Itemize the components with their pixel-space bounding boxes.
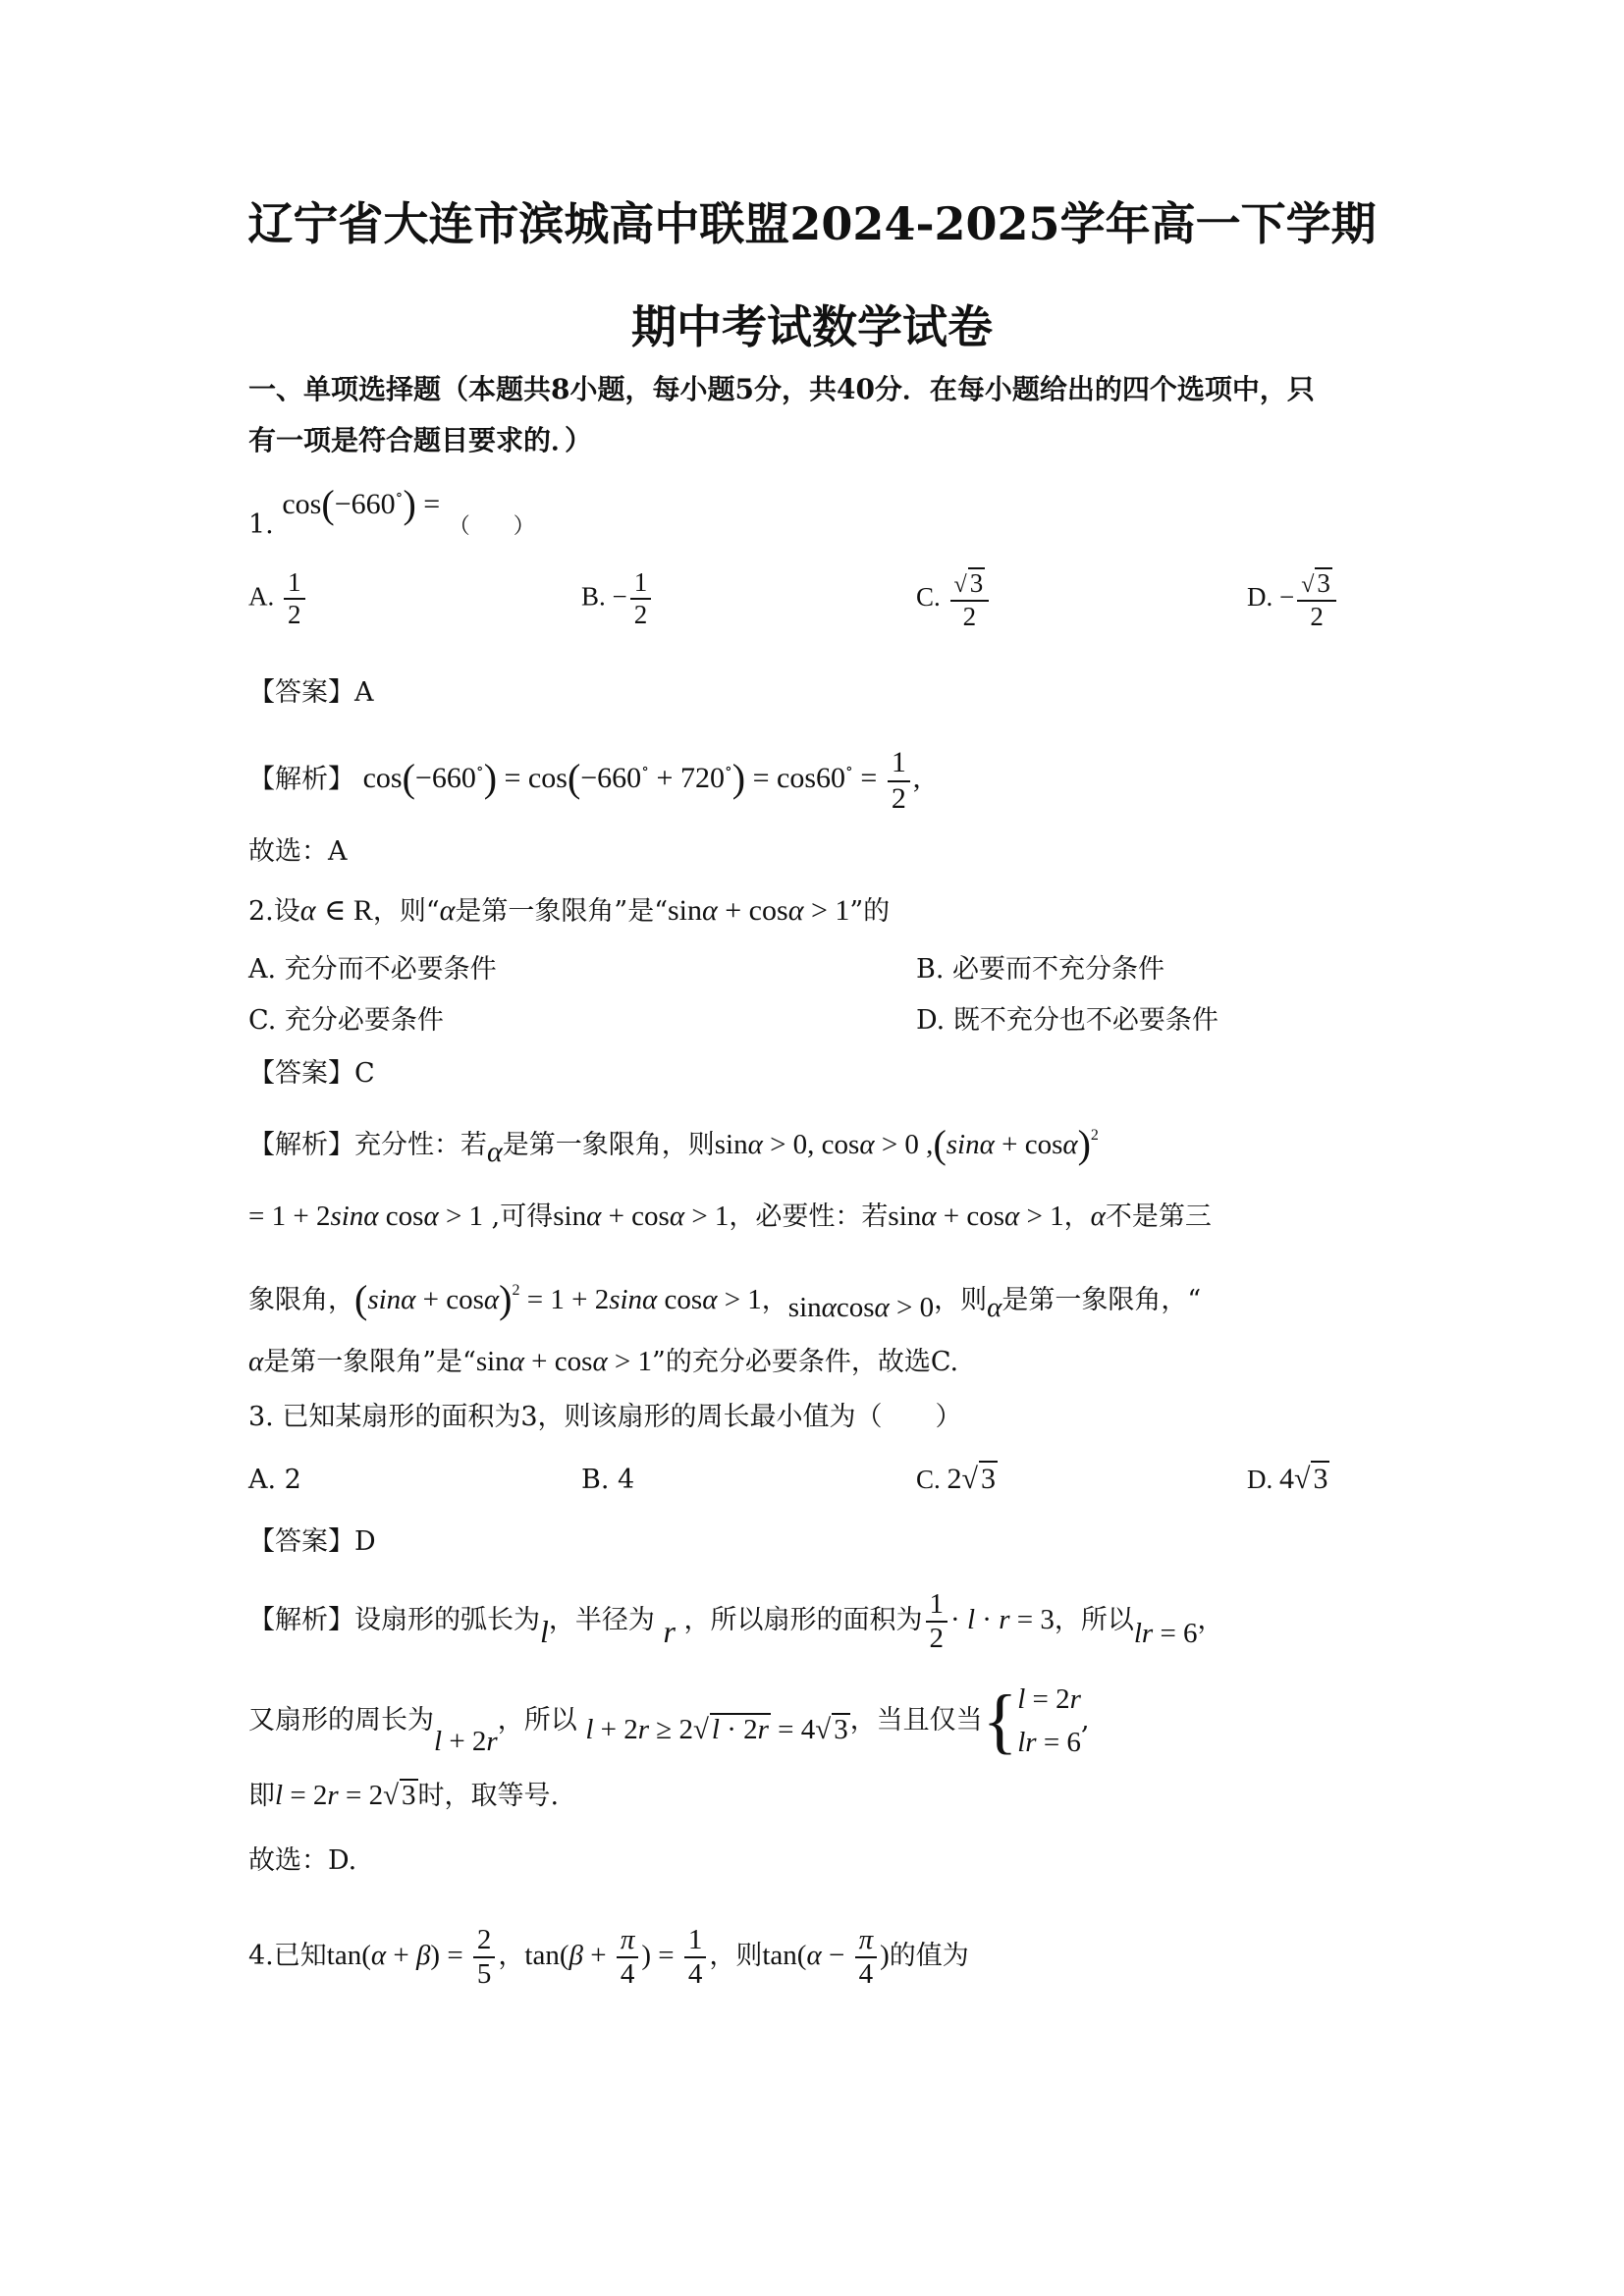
q3-stem: 3. 已知某扇形的面积为3，则该扇形的周长最小值为（ ） <box>248 1402 962 1432</box>
q3-analysis-line-2: 又扇形的周长为l + 2r，所以 l + 2r ≥ 2√ l · 2r = 4√ 3，当且仅当{ l = 2r lr = 6 , <box>248 1681 1090 1762</box>
q3-option-d: D. 4√ 3 <box>1247 1463 1328 1495</box>
q2-option-d: D. 既不充分也不必要条件 <box>916 1005 1218 1036</box>
q1-option-a: A. $\frac{1}{2}$ <box>248 567 308 630</box>
q1-answer: 【答案】A <box>248 677 374 708</box>
q2-option-b: B. 必要而不充分条件 <box>916 954 1165 985</box>
q3-answer: 【答案】D <box>248 1526 376 1557</box>
q3-choose: 故选：D. <box>248 1845 357 1876</box>
q2-option-c: C. 充分必要条件 <box>248 1005 444 1036</box>
q3-analysis-line-1: 【解析】设扇形的弧长为l，半径为 r ，所以扇形的面积为 $\frac{1}{2}$ · l · r = 3，所以lr = 6， <box>248 1588 1224 1655</box>
q3-option-c: C. 2√ 3 <box>916 1463 996 1495</box>
q1-option-b: B. − $\frac{1}{2}$ <box>581 567 654 630</box>
q2-analysis-line-1: 【解析】充分性：若α是第一象限角，则sinα > 0, cosα > 0 $,(\sin\alpha + \cos\alpha)^2$ <box>248 1122 1099 1168</box>
q1-option-c: C. $\frac{√ 3}{2}$ <box>916 567 992 632</box>
q1-choose: 故选：A <box>248 836 348 867</box>
page-title-line-2: 期中考试数学试卷 <box>631 300 993 353</box>
q3-option-a: A. 2 <box>248 1465 301 1495</box>
page-title-line-1: 辽宁省大连市滨城高中联盟2024-2025学年高一下学期 <box>247 197 1377 250</box>
q4-stem: 4.已知tan(α + β) = $\frac{2}{5}$ ，tan(β + $\frac{\pi}{4}$ ) = $\frac{1}{4}$ ，则tan(α − $\frac{\pi}{4}$ )的值为 <box>248 1924 969 1991</box>
q2-answer: 【答案】C <box>248 1058 375 1089</box>
q2-stem: 2.设α ∈ R，则“α是第一象限角”是“sinα + cosα > 1”的 <box>248 894 891 927</box>
q3-analysis-line-3: 即l = 2r = 2√ 3时，取等号. <box>248 1780 560 1811</box>
section-heading-cont: 有一项是符合题目要求的．） <box>248 424 593 456</box>
q2-analysis-line-3: 象限角，$(\sin\alpha + \cos\alpha)^2 = 1 + 2\sin\alpha$ cosα > 1，sinαcosα > 0，则α是第一象限角，“ <box>248 1277 1202 1323</box>
q1-stem: 1. cos(−660∘) = $_{( )}$ <box>248 482 535 540</box>
q1-option-d: D. − $\frac{√ 3}{2}$ <box>1247 567 1339 632</box>
section-heading: 一、单项选择题（本题共8小题，每小题5分，共40分．在每小题给出的四个选项中，只 <box>248 373 1315 405</box>
q2-analysis-line-2: = 1 + 2sinα cosα > 1 ,可得sinα + cosα > 1，必要性：若sinα + cosα > 1，α不是第三 <box>248 1201 1212 1232</box>
q3-option-b: B. 4 <box>581 1465 635 1495</box>
q1-analysis: 【解析】 cos(−660∘) = cos(−660∘ + 720∘) = cos60∘ = $\frac{1}{2}$ , <box>248 746 921 815</box>
q2-analysis-line-4: α是第一象限角”是“sinα + cosα > 1”的充分必要条件，故选C. <box>248 1346 959 1377</box>
q2-option-a: A. 充分而不必要条件 <box>248 954 497 985</box>
